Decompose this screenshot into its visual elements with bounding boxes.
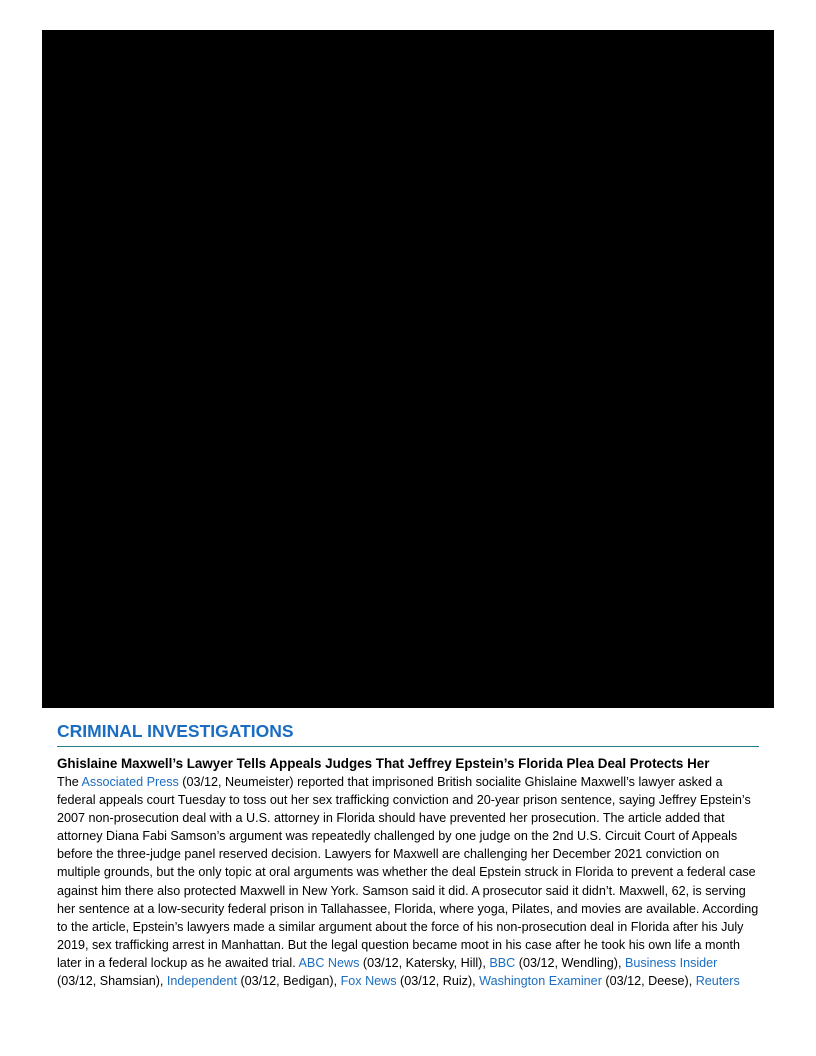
source-details: (03/12, Deese), <box>601 974 696 989</box>
redacted-image-block <box>42 30 774 708</box>
article-headline: Ghislaine Maxwell’s Lawyer Tells Appeals Judges That Jeffrey Epstein’s Florida Plea Deal Protects Her <box>57 756 710 771</box>
article-body <box>57 773 759 990</box>
source-details: (03/12, Bedigan), <box>236 974 341 989</box>
source-details: (03/12, Wendling), <box>515 955 625 970</box>
article-body-text: (03/12, Neumeister) reported that imprisoned British socialite Ghislaine Maxwell’s lawyer asked a federal appeals court Tuesday to toss out her sex trafficking conviction and 20-year prison sentence, saying Jeffrey Epstein’s 2007 non-prosecution deal with a U.S. attorney in Florida should have prevented her prosecution. The article added that attorney Diana Fabi Samson’s argument was repeatedly challenged by one judge on the 2nd U.S. Circuit Court of Appeals before the three-judge panel reserved decision. Lawyers for Maxwell are challenging her December 2021 conviction on multiple grounds, but the only topic at oral arguments was whether the deal Epstein struck in Florida to prevent a federal case against him there also protected Maxwell in New York. Samson said it did. A prosecutor said it didn’t. Maxwell, 62, is serving her sentence at a low-security federal prison in Tallahassee, Florida, where yoga, Pilates, and movies are available. According to the article, Epstein’s lawyers made a similar argument about the force of his non-prosecution deal in Florida after his July 2019, sex trafficking arrest in Manhattan. But the legal question became moot in his case after he took his own life a month later in a federal lockup as he awaited trial. <box>57 775 759 970</box>
source-link-reuters[interactable]: Reuters <box>695 974 740 989</box>
source-link-business-insider[interactable]: Business Insider <box>624 955 718 970</box>
source-link-washington-examiner[interactable]: Washington Examiner <box>479 974 602 989</box>
intro-word: The <box>57 775 82 789</box>
source-details: (03/12, Shamsian), <box>57 974 167 989</box>
source-link-independent[interactable]: Independent <box>166 974 237 989</box>
section-heading: CRIMINAL INVESTIGATIONS <box>57 720 759 747</box>
source-details: (03/12, Ruiz), <box>396 974 480 989</box>
criminal-investigations-section <box>57 720 759 990</box>
source-link-abc-news[interactable]: ABC News <box>298 955 360 970</box>
source-link-fox-news[interactable]: Fox News <box>340 974 397 989</box>
source-link-bbc[interactable]: BBC <box>489 955 516 970</box>
source-details: (03/12, Katersky, Hill), <box>359 955 490 970</box>
source-link-associated-press[interactable]: Associated Press <box>81 775 179 789</box>
